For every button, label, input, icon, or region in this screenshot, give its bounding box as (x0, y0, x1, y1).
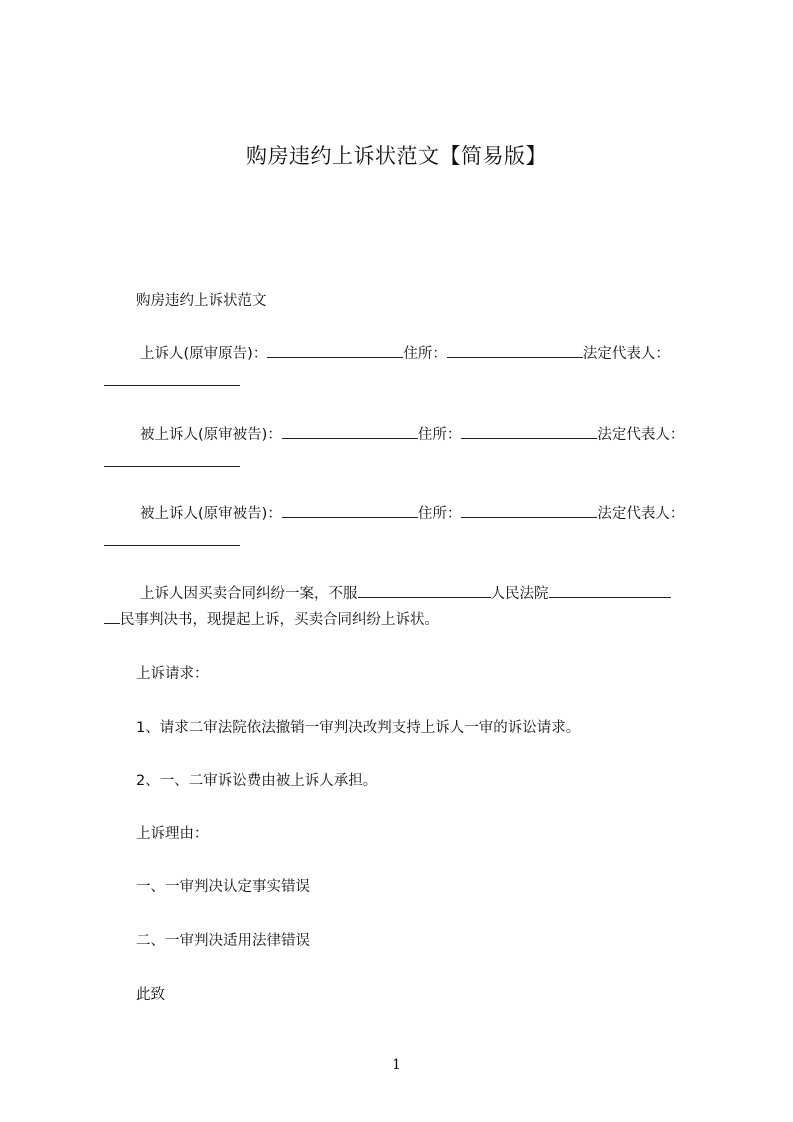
closing-salutation: 此致 (136, 987, 165, 1003)
judgment-number-blank (549, 581, 671, 598)
document-subtitle: 购房违约上诉状范文 (136, 293, 267, 309)
case-statement-part-3: 民事判决书，现提起上诉，买卖合同纠纷上诉状。 (120, 612, 439, 628)
appellant-rep-line (104, 368, 704, 396)
reasons-heading: 上诉理由： (136, 826, 209, 842)
appellant-address-label: 住所： (403, 346, 447, 362)
reason-item-2: 二、一审判决适用法律错误 (136, 933, 310, 949)
document-title: 购房违约上诉状范文【简易版】 (246, 144, 547, 168)
case-statement-part-2: 人民法院 (490, 586, 549, 602)
respondent-1-line (104, 421, 704, 449)
respondent-1-name-blank (282, 422, 418, 439)
respondent-1-rep-label: 法定代表人： (597, 427, 685, 443)
case-statement-line-1 (104, 580, 704, 608)
respondent-2-address-blank (461, 501, 597, 518)
page-number: 1 (392, 1057, 401, 1073)
reason-item-1: 一、一审判决认定事实错误 (136, 879, 310, 895)
appellant-rep-blank (104, 369, 240, 386)
requests-heading: 上诉请求： (136, 666, 209, 682)
respondent-1-label: 被上诉人(原审被告)： (140, 427, 282, 443)
appellant-address-blank (447, 341, 583, 358)
respondent-2-rep-blank (104, 529, 240, 546)
appellant-rep-label: 法定代表人： (582, 346, 670, 362)
respondent-2-rep-line (104, 528, 704, 556)
request-item-2: 2、一、二审诉讼费由被上诉人承担。 (136, 773, 378, 789)
respondent-1-address-label: 住所： (417, 427, 462, 443)
appellant-name-blank (267, 341, 403, 358)
appellant-label: 上诉人(原审原告)： (140, 346, 268, 362)
case-statement-part-1: 上诉人因买卖合同纠纷一案，不服 (140, 586, 358, 602)
court-name-blank (358, 581, 491, 598)
request-item-1: 1、请求二审法院依法撤销一审判决改判支持上诉人一审的诉讼请求。 (136, 720, 581, 736)
respondent-2-label: 被上诉人(原审被告)： (140, 506, 282, 522)
respondent-2-name-blank (282, 501, 418, 518)
respondent-2-line (104, 500, 704, 528)
judgment-number-blank-continued (104, 607, 120, 624)
appellant-line (104, 340, 704, 368)
respondent-2-address-label: 住所： (417, 506, 462, 522)
respondent-1-rep-line (104, 449, 704, 477)
respondent-2-rep-label: 法定代表人： (597, 506, 685, 522)
respondent-1-rep-blank (104, 450, 240, 467)
respondent-1-address-blank (461, 422, 597, 439)
case-statement-line-2 (104, 606, 704, 634)
